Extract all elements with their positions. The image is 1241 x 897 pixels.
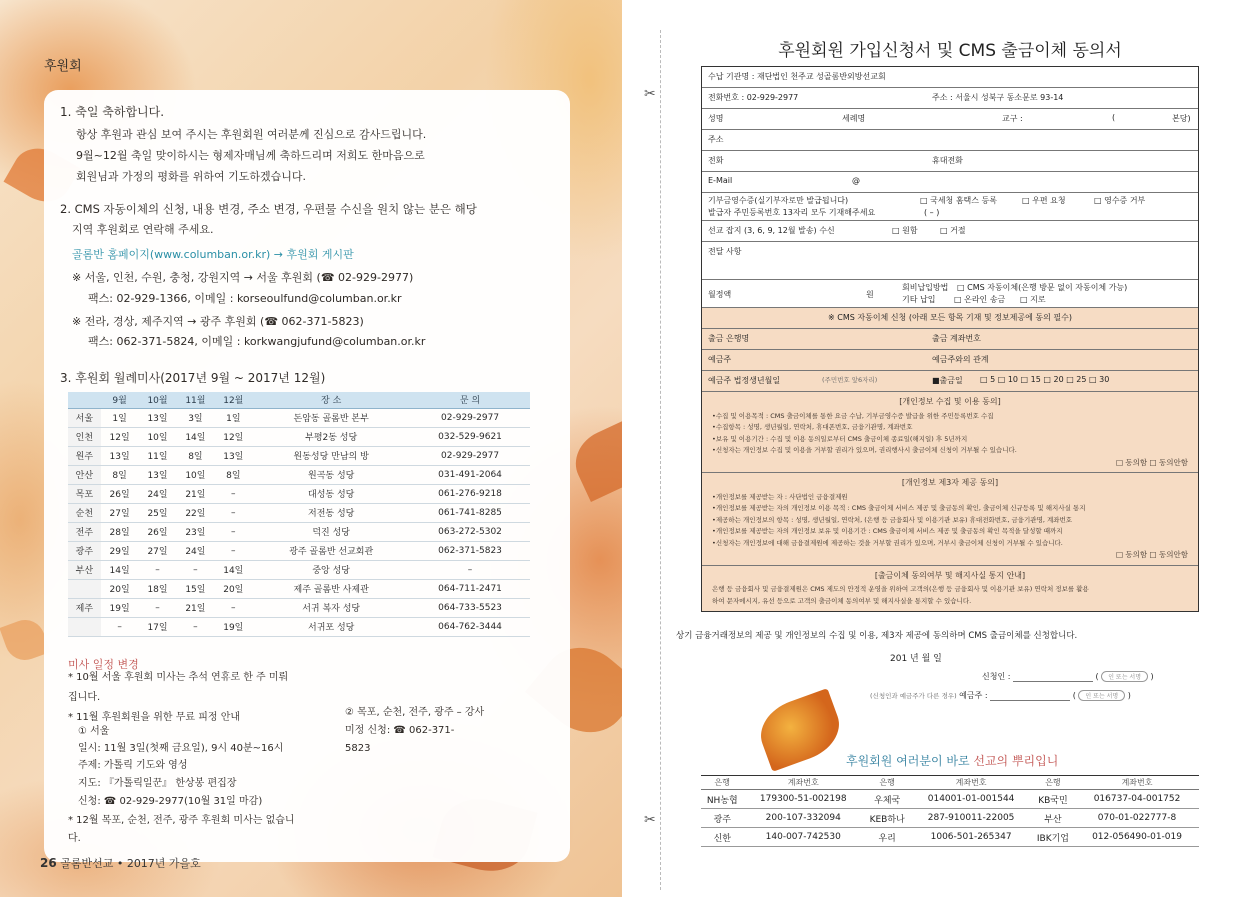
column-header: 은행 [1031,776,1075,790]
column-header: 10월 [139,392,177,408]
cut-line [660,30,661,890]
consent-personal-info [702,392,1198,473]
table-cell: 17일 [139,617,177,636]
table-cell: 18일 [139,579,177,598]
parish-suffix: 본당) [1172,114,1191,123]
table-cell: 28일 [101,522,139,541]
birth-label: 예금주 법정생년월일 [708,376,781,385]
column-header: 9월 [101,392,139,408]
section-1-text: 항상 후원과 관심 보여 주시는 후원회원 여러분께 진심으로 감사드립니다. [76,128,427,141]
bank-account-row [701,809,1199,828]
table-cell: 12일 [101,427,139,446]
won-unit: 원 [866,290,874,299]
table-cell: – [214,541,252,560]
phone-field[interactable] [702,151,1198,172]
consent-checkboxes[interactable]: □ 동의함 □ 동의안함 [1115,457,1188,467]
applicant-input[interactable] [1013,672,1093,682]
table-cell: 8일 [101,465,139,484]
notice-line: * 11월 후원회원을 위한 무료 피정 안내 [68,712,241,723]
column-header: 계좌번호 [911,776,1030,790]
form-row [702,88,1198,109]
table-cell: 26일 [139,522,177,541]
amount-row [702,280,1198,308]
org-name: 수납 기관명 : 재단법인 천주교 성골롬반외방선교회 [708,72,886,81]
section-2-heading: 2. CMS 자동이체의 신청, 내용 변경, 주소 변경, 우편물 수신을 원치 않는 분은 해당 [60,202,477,216]
table-cell: – [139,598,177,617]
address-field[interactable] [702,130,1198,151]
pay-online-checkbox[interactable]: □ 온라인 송금 [954,295,1006,304]
column-header: 장 소 [252,392,410,408]
applicant-label: 신청인 : [982,672,1011,681]
mass-schedule-row [68,560,530,579]
table-cell: 031-491-2064 [410,465,530,484]
consent-line: 은행 등 금융회사 및 금융결제원은 CMS 제도의 안정적 운영을 위하여 고객의(은행 등 금융회사 및 이용기관 보유) 연락처 정보를 활용 [712,585,1089,593]
table-cell [68,579,101,598]
homepage-link[interactable]: 골롬반 홈페이지(www.columban.or.kr) → 후원회 게시판 [72,248,354,261]
magazine-row [702,221,1198,242]
table-cell: 목포 [68,484,101,503]
table-cell: 13일 [214,446,252,465]
table-cell: 061-741-8285 [410,503,530,522]
consent-line: •보유 및 이용기간 : 수집 및 이용 동의일로부터 CMS 출금이체 종료일(해지일) 후 5년까지 [712,434,968,443]
table-cell: 12일 [214,427,252,446]
table-cell: 신한 [701,828,744,847]
table-cell: 서귀포 성당 [252,617,410,636]
table-cell: 19일 [214,617,252,636]
table-cell: 13일 [101,446,139,465]
mass-schedule-row [68,617,530,636]
motto-part: 입니 [1035,754,1059,768]
table-cell: 15일 [176,579,214,598]
amount-label: 월정액 [708,290,732,299]
notice-heading: 미사 일정 변경 [68,658,139,671]
consent-heading: [출금이체 동의여부 및 해지사실 통지 안내] [874,570,1026,580]
mass-schedule-row [68,503,530,522]
page-footer [40,855,201,871]
mass-schedule-row [68,579,530,598]
table-cell: – [139,560,177,579]
table-cell: KB국민 [1031,790,1075,809]
consent-checkboxes[interactable]: □ 동의함 □ 동의안함 [1115,550,1188,559]
table-cell: 200-107-332094 [744,809,863,828]
table-cell: 14일 [214,560,252,579]
table-cell: 서울 [68,408,101,427]
table-cell: 287-910011-22005 [911,809,1030,828]
consent-heading: [개인정보 수집 및 이용 동의] [899,397,1001,406]
consent-line: •개인정보를 제공받는 자의 개인정보 이용 목적 : CMS 출금이체 서비스 제공 및 출금동의 확인, 출금이체 신규등록 및 해지사실 통지 [712,504,1086,512]
column-header: 11월 [176,392,214,408]
notice-line: 집니다. [68,692,101,703]
bank-label: 출금 은행명 [708,334,750,343]
cms-banner [702,308,1198,329]
baptism-label: 세례명 [842,114,866,123]
table-cell: 광주 [701,809,744,828]
table-cell: 전주 [68,522,101,541]
receipt-note: 발급자 주민등록번호 13자리 모두 기재해주세요 [708,208,876,217]
motto [846,752,1058,769]
magazine-yes-checkbox[interactable]: □ 원함 [892,226,918,235]
address-label: 주소 [708,135,724,144]
consent-line: •수집항목 : 성명, 생년월일, 연락처, 휴대폰번호, 금융기관명, 계좌번호 [712,423,913,431]
section-3-heading: 3. 후원회 월례미사(2017년 9월 ~ 2017년 12월) [60,371,326,385]
signature-slot[interactable]: 인 또는 서명 [1101,671,1148,682]
receipt-option-refuse[interactable]: □ 영수증 거부 [1094,196,1146,205]
table-cell: 19일 [101,598,139,617]
receipt-label: 기부금영수증(실기부자로만 발급됩니다) [708,196,849,205]
consent-line: •개인정보를 제공받는 자 : 사단법인 금융결제원 [712,492,848,501]
column-header: 12월 [214,392,252,408]
message-field[interactable] [702,242,1198,280]
consent-heading: [개인정보 제3자 제공 동의] [901,478,999,487]
table-cell: IBK기업 [1031,828,1075,847]
parish-label: 교구 : [1002,114,1023,123]
table-cell: 21일 [176,598,214,617]
notice-line: 다. [68,833,81,844]
table-cell: 27일 [139,541,177,560]
mass-schedule-row [68,408,530,427]
table-cell: KEB하나 [863,809,911,828]
table-cell: 064-711-2471 [410,579,530,598]
table-cell: 1006-501-265347 [911,828,1030,847]
table-cell: 21일 [176,484,214,503]
table-cell: 10일 [139,427,177,446]
consent-line: •개인정보를 제공받는 자의 개인정보 보유 및 이용기간 : CMS 출금이체 서비스 제공 및 출금동의 확인 목적을 달성할 때까지 [712,527,1063,535]
motto-part: 후원회원 여러분이 바로 [846,754,974,768]
message-label: 전달 사항 [708,247,742,256]
table-cell: 대성동 성당 [252,484,410,503]
consent-line: •제공하는 개인정보의 항목 : 성명, 생년월일, 연락처, (은행 등 금융회사 및 이용기관 보유) 휴대전화번호, 금융기관명, 계좌번호 [712,515,1073,524]
table-cell: 광주 [68,541,101,560]
table-cell: 064-733-5523 [410,598,530,617]
table-cell: 016737-04-001752 [1075,790,1199,809]
table-cell: 1일 [214,408,252,427]
bank-account-table [701,775,1199,847]
table-cell: 29일 [101,541,139,560]
table-cell: 덕진 성당 [252,522,410,541]
section-2-text: 지역 후원회로 연락해 주세요. [72,223,214,236]
table-cell: – [214,484,252,503]
mass-schedule-row [68,541,530,560]
application-form [701,66,1199,612]
table-cell: 부산 [68,560,101,579]
table-cell: – [214,598,252,617]
consent-notice [702,566,1198,612]
form-row [702,67,1198,88]
magazine-name: 골롬반선교 • 2017년 가을호 [60,857,201,870]
table-cell: 14일 [176,427,214,446]
mass-schedule-row [68,484,530,503]
table-cell: 저전동 성당 [252,503,410,522]
table-cell: 012-056490-01-019 [1075,828,1199,847]
table-cell: 02-929-2977 [410,408,530,427]
table-cell [68,617,101,636]
consent-line: •신청자는 개인정보에 대해 금융결제원에 제공하는 것을 거부할 권리가 있으며, 거부시 출금이체 신청이 거부될 수 있습니다. [712,538,1063,547]
notice-line: 지도: 『가톨릭일꾼』 한상봉 편집장 [78,778,237,789]
table-cell: 8일 [176,446,214,465]
table-cell: NH농협 [701,790,744,809]
notice-line: * 12월 목포, 순천, 전주, 광주 후원회 미사는 없습니 [68,815,295,826]
gwangju-contact: ※ 전라, 경상, 제주지역 → 광주 후원회 (☎ 062-371-5823) [72,315,364,328]
table-cell: 우체국 [863,790,911,809]
date-line[interactable]: 201 년 월 일 [890,654,942,664]
table-cell: 부평2동 성당 [252,427,410,446]
mass-schedule-row [68,446,530,465]
notice-line: 일시: 11월 3일(첫째 금요일), 9시 40분~16시 [78,743,284,754]
table-cell: 24일 [139,484,177,503]
gwangju-fax-email: 팩스: 062-371-5824, 이메일 : korkwangjufund@columban.or.kr [88,335,426,348]
receipt-row [702,193,1198,221]
table-cell: 순천 [68,503,101,522]
notice-line: 신청: ☎ 02-929-2977(10월 31일 마감) [78,796,263,807]
notice-line: ① 서울 [78,726,110,737]
withdraw-day-label: ■출금일 [932,376,963,385]
table-cell: – [214,503,252,522]
consent-line: •신청자는 개인정보 수집 및 이용을 거부할 권리가 있으며, 권리행사시 출금이체 신청이 거부될 수 있습니다. [712,446,1017,454]
table-cell: 원주 [68,446,101,465]
notice-line: 미정 신청: ☎ 062-371- [345,725,455,736]
table-cell: 26일 [101,484,139,503]
pay-other-label: 기타 납입 [902,295,936,304]
table-cell: 13일 [139,465,177,484]
table-cell: 제주 [68,598,101,617]
table-cell: 014001-01-001544 [911,790,1030,809]
scissors-icon: ✂ [644,812,656,828]
account-label: 출금 계좌번호 [932,334,981,343]
bank-field[interactable] [702,329,1198,350]
pay-cms-checkbox[interactable]: □ CMS 자동이체(은행 방문 없이 자동이체 가능) [957,283,1128,292]
pay-giro-checkbox[interactable]: □ 지로 [1020,295,1046,304]
table-cell: 10일 [176,465,214,484]
receipt-option-hometax[interactable]: □ 국세청 홈택스 등록 [920,196,998,205]
agreement-text: 상기 금융거래정보의 제공 및 개인정보의 수집 및 이용, 제3자 제공에 동의하며 CMS 출금이체를 신청합니다. [676,631,1078,641]
consent-third-party [702,473,1198,566]
autumn-leaf-decoration [566,418,622,502]
table-cell: – [101,617,139,636]
rrn-input[interactable]: ( – ) [924,208,940,217]
table-cell: 원동성당 만남의 방 [252,446,410,465]
column-header: 계좌번호 [1075,776,1199,790]
table-cell: – [176,617,214,636]
holder-sign-input[interactable] [990,691,1070,701]
section-1-text: 회원님과 가정의 평화를 위하여 기도하겠습니다. [76,170,307,183]
withdraw-day-options[interactable]: □ 5 □ 10 □ 15 □ 20 □ 25 □ 30 [980,375,1110,384]
birth-field[interactable] [702,371,1198,392]
mass-schedule-row [68,598,530,617]
notice-line: 5823 [345,743,371,754]
column-header: 은행 [701,776,744,790]
seoul-fax-email: 팩스: 02-929-1366, 이메일 : korseoulfund@columban.or.kr [88,292,402,305]
holder-note: (신청인과 예금주가 다른 경우) [870,692,957,700]
magazine-label: 선교 잡지 (3, 6, 9, 12월 발송) 수신 [708,226,835,235]
table-cell: 061-276-9218 [410,484,530,503]
table-cell: 인천 [68,427,101,446]
applicant-line: 신청인 : ( 인 또는 서명 ) [982,672,1154,681]
table-cell: 돈암동 골롬반 본부 [252,408,410,427]
table-cell: 140-007-742530 [744,828,863,847]
name-label: 성명 [708,114,724,123]
table-cell: 우리 [863,828,911,847]
table-cell: 20일 [214,579,252,598]
table-cell: 20일 [101,579,139,598]
holder-field[interactable] [702,350,1198,371]
name-field[interactable] [702,109,1198,130]
table-cell: 179300-51-002198 [744,790,863,809]
magazine-no-checkbox[interactable]: □ 거절 [940,226,966,235]
column-header: 은행 [863,776,911,790]
table-cell: – [214,522,252,541]
table-cell: 27일 [101,503,139,522]
mass-schedule-row [68,427,530,446]
column-header: 문 의 [410,392,530,408]
notice-line: 주제: 가톨릭 기도와 영성 [78,760,188,771]
table-cell: 안산 [68,465,101,484]
notice-line: ② 목포, 순천, 전주, 광주 – 강사 [345,707,485,718]
table-cell: 11일 [139,446,177,465]
bank-account-row [701,790,1199,809]
seoul-contact: ※ 서울, 인천, 수원, 충청, 강원지역 → 서울 후원회 (☎ 02-929-2977) [72,271,414,284]
receipt-option-mail[interactable]: □ 우편 요청 [1022,196,1066,205]
birth-hint: (주민번호 앞6자리) [822,376,878,384]
table-cell: 3일 [176,408,214,427]
holder-label: 예금주 [708,355,732,364]
signature-slot[interactable]: 인 또는 서명 [1078,690,1125,701]
mass-schedule-row [68,465,530,484]
table-cell: 원곡동 성당 [252,465,410,484]
table-cell: 070-01-022777-8 [1075,809,1199,828]
org-tel: 전화번호 : 02-929-2977 [708,93,799,102]
table-cell: 032-529-9621 [410,427,530,446]
column-header [68,392,101,408]
column-header: 계좌번호 [744,776,863,790]
motto-highlight: 선교의 뿌리 [973,754,1036,768]
org-address: 주소 : 서울시 성북구 동소문로 93-14 [932,93,1064,102]
table-cell: 1일 [101,408,139,427]
table-cell: 14일 [101,560,139,579]
table-cell: 24일 [176,541,214,560]
table-cell: – [410,560,530,579]
table-cell: 25일 [139,503,177,522]
consent-line: •수집 및 이용목적 : CMS 출금이체를 통한 요금 수납, 기부금영수증 발급을 위한 주민등록번호 수집 [712,411,994,420]
table-cell: 서귀 복자 성당 [252,598,410,617]
table-cell: 제주 골롬반 사제관 [252,579,410,598]
phone-label: 전화 [708,156,724,165]
page-number: 26 [40,856,57,870]
table-cell: 23일 [176,522,214,541]
form-title: 후원회원 가입신청서 및 CMS 출금이체 동의서 [778,41,1122,61]
mobile-label: 휴대전화 [932,156,963,165]
table-cell: – [176,560,214,579]
table-cell: 중앙 성당 [252,560,410,579]
table-cell: 063-272-5302 [410,522,530,541]
section-1-text: 9월~12월 축일 맞이하시는 형제자매님께 축하드리며 저희도 한마음으로 [76,149,425,162]
consent-line: 하여 문자메시지, 유선 등으로 고객의 출금이체 동의여부 및 해지사실을 통지할 수 있습니다. [712,596,972,605]
holder-sign-label: 예금주 : [959,691,988,700]
mass-schedule-table [68,392,530,637]
table-cell: 13일 [139,408,177,427]
table-cell: 062-371-5823 [410,541,530,560]
table-cell: 부산 [1031,809,1075,828]
relation-label: 예금주와의 관계 [932,355,989,364]
cms-banner-text: ※ CMS 자동이체 신청 (아래 모든 항목 기재 및 정보제공에 동의 필수) [828,313,1072,322]
notice-line: * 10월 서울 후원회 미사는 추석 연휴로 한 주 미뤄 [68,672,289,683]
payment-method-label: 회비납입방법 [902,283,949,292]
email-field[interactable] [702,172,1198,193]
holder-sign-line: (신청인과 예금주가 다른 경우) 예금주 : ( 인 또는 서명 ) [870,691,1131,700]
parish-paren: ( [1112,113,1116,122]
at-sign: @ [852,176,860,185]
email-label: E-Mail [708,176,733,185]
table-cell: 광주 골롬반 선교회관 [252,541,410,560]
bank-account-row [701,828,1199,847]
table-cell: 064-762-3444 [410,617,530,636]
table-cell: 02-929-2977 [410,446,530,465]
section-tag: 후원회 [44,59,82,74]
scissors-icon: ✂ [644,86,656,102]
section-1-heading: 1. 축일 축하합니다. [60,105,165,119]
mass-schedule-row [68,522,530,541]
table-cell: 8일 [214,465,252,484]
table-cell: 22일 [176,503,214,522]
